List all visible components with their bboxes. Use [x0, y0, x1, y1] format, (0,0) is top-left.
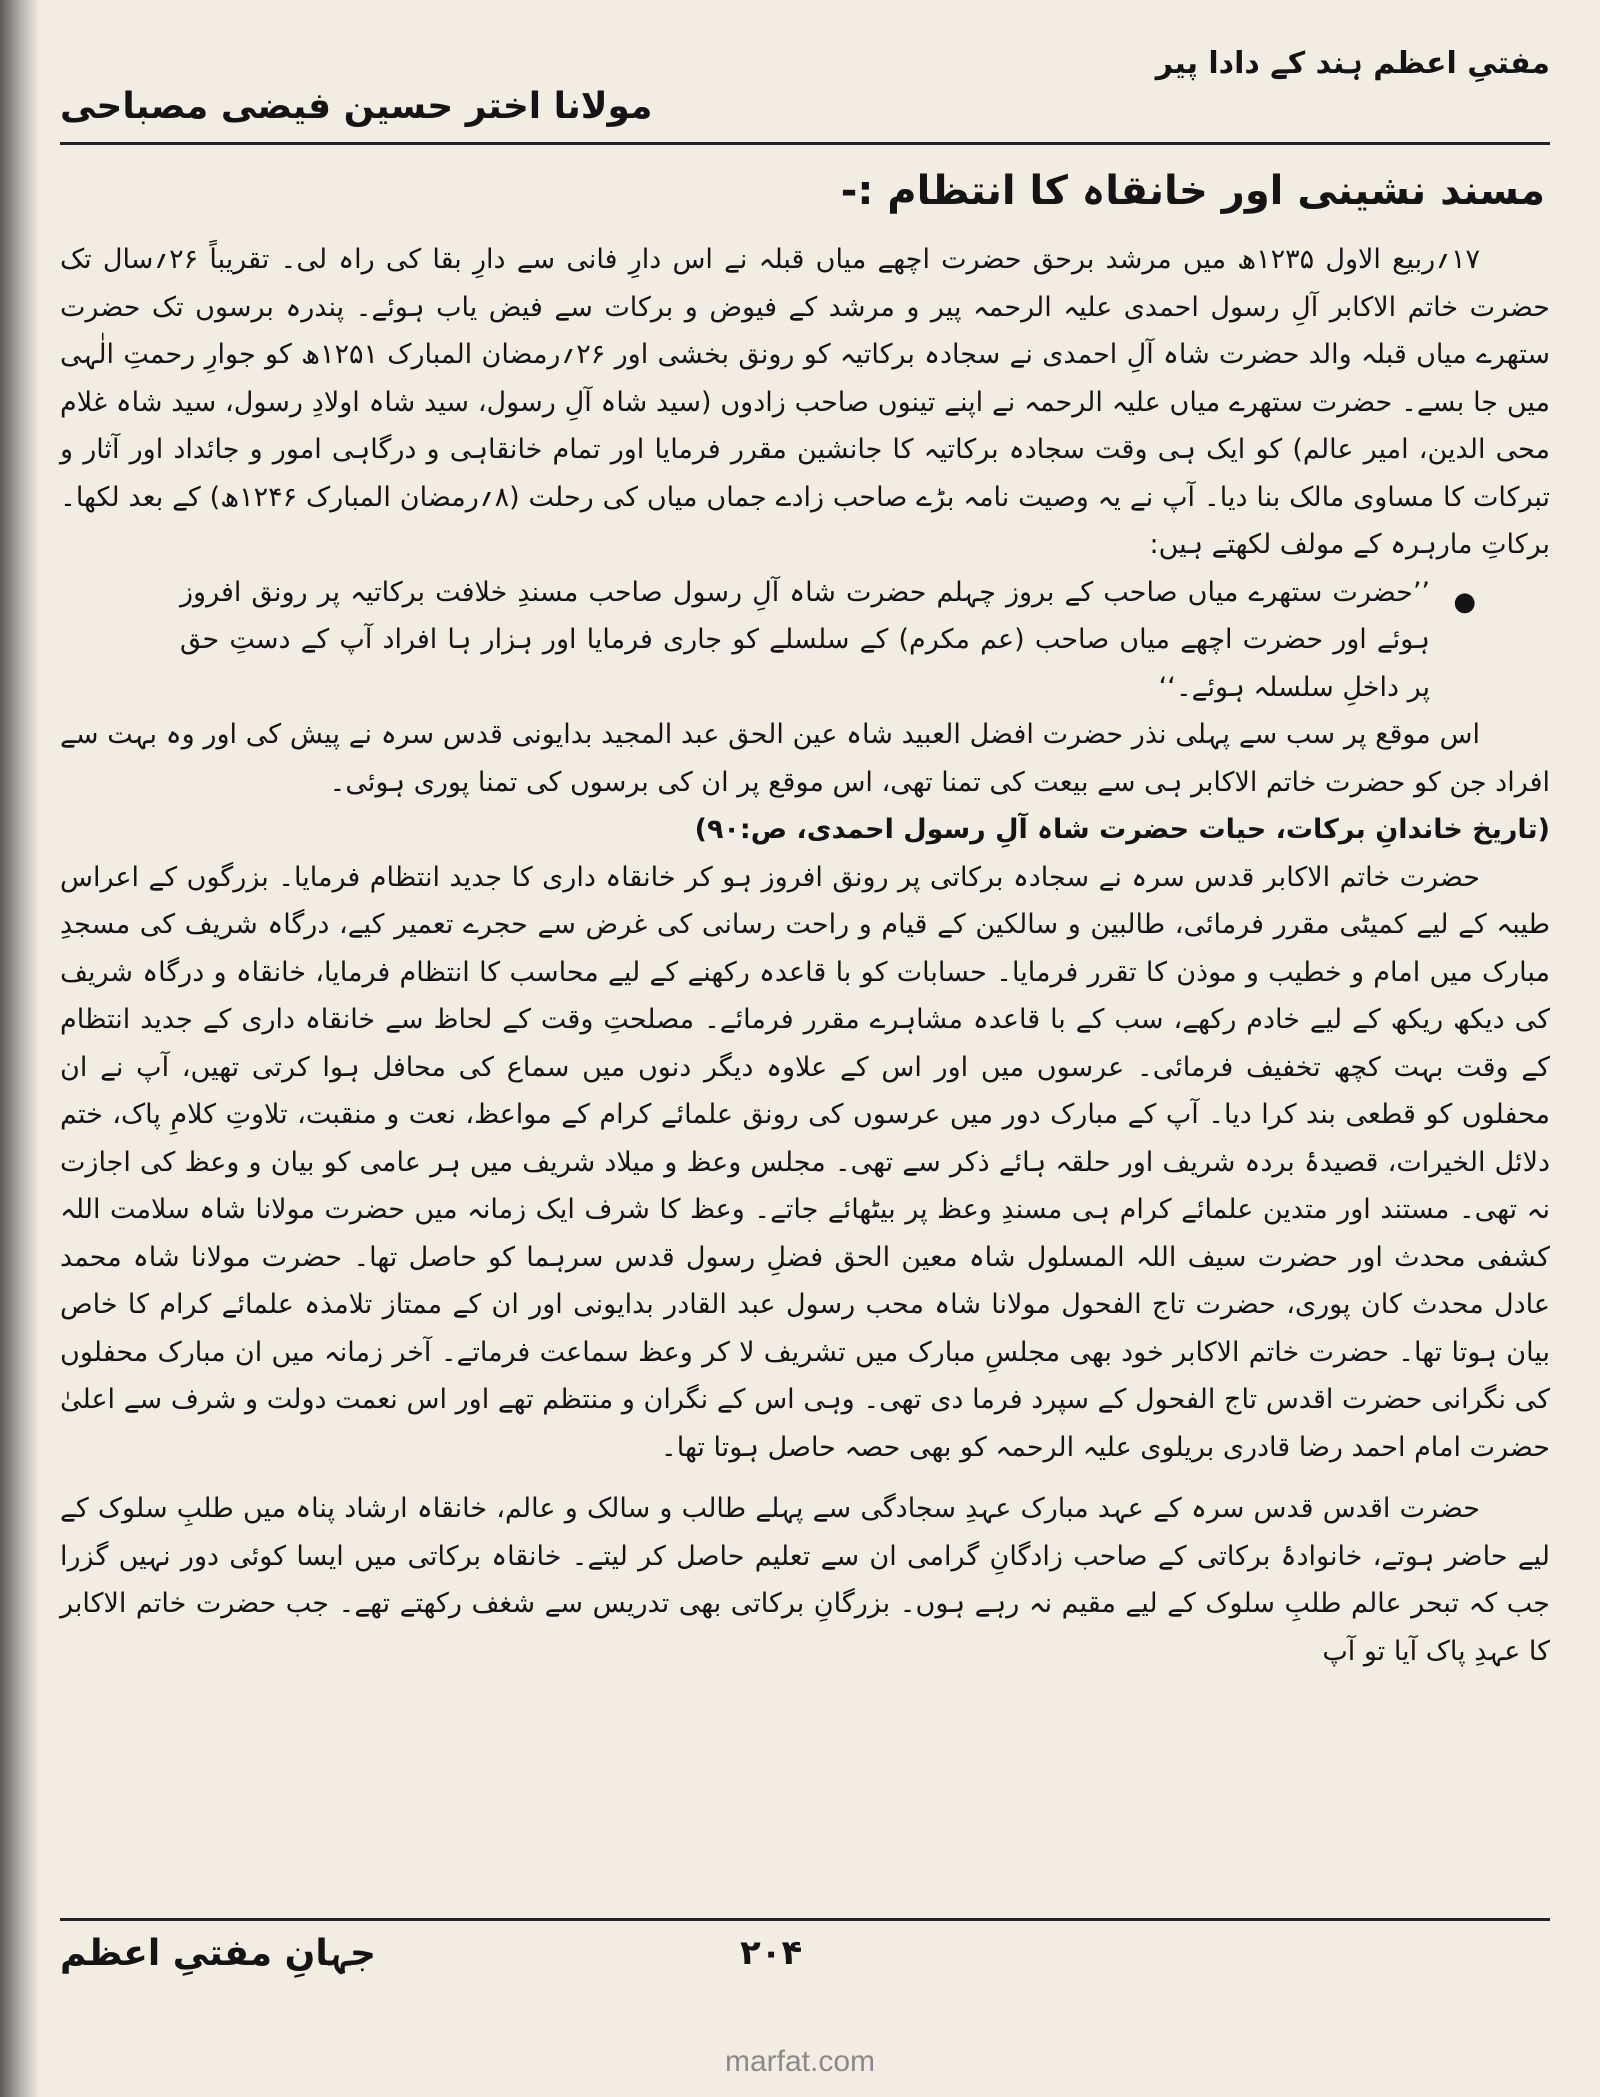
paragraph-2: اس موقع پر سب سے پہلی نذر حضرت افضل العبید شاہ عین الحق عبد المجید بدایونی قدس سرہ نے پیش کی اور وہ بہت سے افراد جن کو حضرت خاتم الاکابر ہی سے بیعت کی تمنا تھی، اس موقع پر ان کی برسوں کی تمنا پوری ہوئی۔: [60, 719, 1550, 798]
footer-rule: [60, 1918, 1550, 1921]
paragraph-3: حضرت خاتم الاکابر قدس سرہ نے سجادہ برکاتی پر رونق افروز ہو کر خانقاہ داری کا جدید انتظام فرمایا۔ بزرگوں کے اعراس طیبہ کے لیے کمیٹی مقرر فرمائی، طالبین و سالکین کے قیام و راحت رسانی کی غرض سے حجرے تعمیر کیے، درگاہ شریف کی مسجدِ مبارک میں امام و خطیب و موذن کا تقرر فرمایا۔ حسابات کو با قاعدہ رکھنے کے لیے محاسب کا انتظام فرمایا، خانقاہ و درگاہ شریف کی دیکھ ریکھ کے لیے خادم رکھے، سب کے با قاعدہ مشاہرے مقرر فرمائے۔ مصلحتِ وقت کے لحاظ سے خانقاہ داری کے جدید انتظام کے وقت بہت کچھ تخفیف فرمائی۔ عرسوں میں اور اس کے علاوہ دیگر دنوں میں سماع کی محافل ہوا کرتی تھیں، آپ نے ان محفلوں کو قطعی بند کرا دیا۔ آپ کے مبارک دور میں عرسوں کی رونق علمائے کرام کے مواعظ، نعت و منقبت، تلاوتِ کلامِ پاک، ختم دلائل الخیرات، قصیدۂ بردہ شریف اور حلقہ ہائے ذکر سے تھی۔ مجلس وعظ و میلاد شریف میں ہر عامی کو بیان و وعظ کی اجازت نہ تھی۔ مستند اور متدین علمائے کرام ہی مسندِ وعظ پر بیٹھائے جاتے۔ وعظ کا شرف ایک زمانہ میں حضرت مولانا شاہ سلامت اللہ کشفی محدث اور حضرت سیف اللہ المسلول شاہ معین الحق فضلِ رسول قدس سرہما کو حاصل تھا۔ حضرت مولانا شاہ محمد عادل محدث کان پوری، حضرت تاج الفحول مولانا شاہ محب رسول عبد القادر بدایونی اور ان کے ممتاز تلامذہ علمائے کرام کا خاص بیان ہوتا تھا۔ حضرت خاتم الاکابر خود بھی مجلسِ مبارک میں تشریف لا کر وعظ سماعت فرماتے۔ آخر زمانہ میں ان مبارک محفلوں کی نگرانی حضرت اقدس تاج الفحول کے سپرد فرما دی تھی۔ وہی اس کے نگران و منتظم تھے اور اس نعمت دولت و شرف سے اعلیٰ حضرت امام احمد رضا قادری بریلوی علیہ الرحمہ کو بھی حصہ حاصل ہوتا تھا۔: [60, 861, 1550, 1463]
body-text: [60, 236, 1550, 1675]
citation: (تاریخ خاندانِ برکات، حیات حضرت شاہ آلِ رسول احمدی، ص:۹۰): [694, 814, 1550, 845]
page-content: [60, 38, 1550, 2028]
quote-text: ’’حضرت ستھرے میاں صاحب کے بروز چہلم حضرت شاہ آلِ رسول صاحب مسندِ خلافت برکاتیہ پر رونق افروز ہوئے اور حضرت اچھے میاں صاحب (عم مکرم) کے سلسلے کو جاری فرمایا اور ہزار ہا افراد آپ کے دستِ حق پر داخلِ سلسلہ ہوئے۔‘‘: [180, 576, 1430, 703]
bullet-icon: ●: [1453, 586, 1476, 617]
section-heading: مسند نشینی اور خانقاہ کا انتظام :-: [840, 168, 1545, 214]
page-number: ۲۰۴: [740, 1933, 803, 1973]
paragraph-1: ۱۷؍ربیع الاول ۱۲۳۵ھ میں مرشد برحق حضرت اچھے میاں قبلہ نے اس دارِ فانی سے دارِ بقا کی راہ لی۔ تقریباً ۲۶؍سال تک حضرت خاتم الاکابر آلِ رسول احمدی علیہ الرحمہ پیر و مرشد کے فیوض و برکات سے فیض یاب ہوئے۔ پندرہ برسوں تک حضرت ستھرے میاں قبلہ والد حضرت شاہ آلِ احمدی نے سجادہ برکاتیہ کو رونق بخشی اور ۲۶؍رمضان المبارک ۱۲۵۱ھ کو جوارِ رحمتِ الٰہی میں جا بسے۔ حضرت ستھرے میاں علیہ الرحمہ نے اپنے تینوں صاحب زادوں (سید شاہ آلِ رسول، سید شاہ اولادِ رسول، سید شاہ غلام محی الدین، امیر عالم) کو ایک ہی وقت سجادہ برکاتیہ کا جانشین مقرر فرمایا اور تمام خانقاہی و درگاہی امور و جائداد اور آثار و تبرکات کا مساوی مالک بنا دیا۔ آپ نے یہ وصیت نامہ بڑے صاحب زادے جماں میاں کی رحلت (۸؍رمضان المبارک ۱۲۴۶ھ) کے بعد لکھا۔ برکاتِ مارہرہ کے مولف لکھتے ہیں:: [60, 244, 1550, 560]
block-quote: [180, 569, 1476, 712]
magazine-title: جہانِ مفتیِ اعظم: [60, 1933, 376, 1974]
running-header: [60, 38, 1550, 148]
watermark: marfat.com: [724, 2045, 876, 2078]
book-title: مفتیِ اعظم ہند کے دادا پیر: [1155, 46, 1550, 81]
header-rule: [60, 142, 1550, 145]
paragraph-4: حضرت اقدس قدس سرہ کے عہد مبارک عہدِ سجادگی سے پہلے طالب و سالک و عالم، خانقاہ ارشاد پناہ میں طلبِ سلوک کے لیے حاضر ہوتے، خانوادۂ برکاتی کے صاحب زادگانِ گرامی ان سے تعلیم حاصل کر لیتے۔ خانقاہ برکاتی میں ایسا کوئی دور نہیں گزرا جب کہ تبحر عالم طلبِ سلوک کے لیے مقیم نہ رہے ہوں۔ بزرگانِ برکاتی بھی تدریس سے شغف رکھتے تھے۔ جب حضرت خاتم الاکابر کا عہدِ پاک آیا تو آپ: [60, 1493, 1550, 1667]
book-spine-shadow: [0, 0, 40, 2097]
author-name: مولانا اختر حسین فیضی مصباحی: [60, 86, 653, 127]
